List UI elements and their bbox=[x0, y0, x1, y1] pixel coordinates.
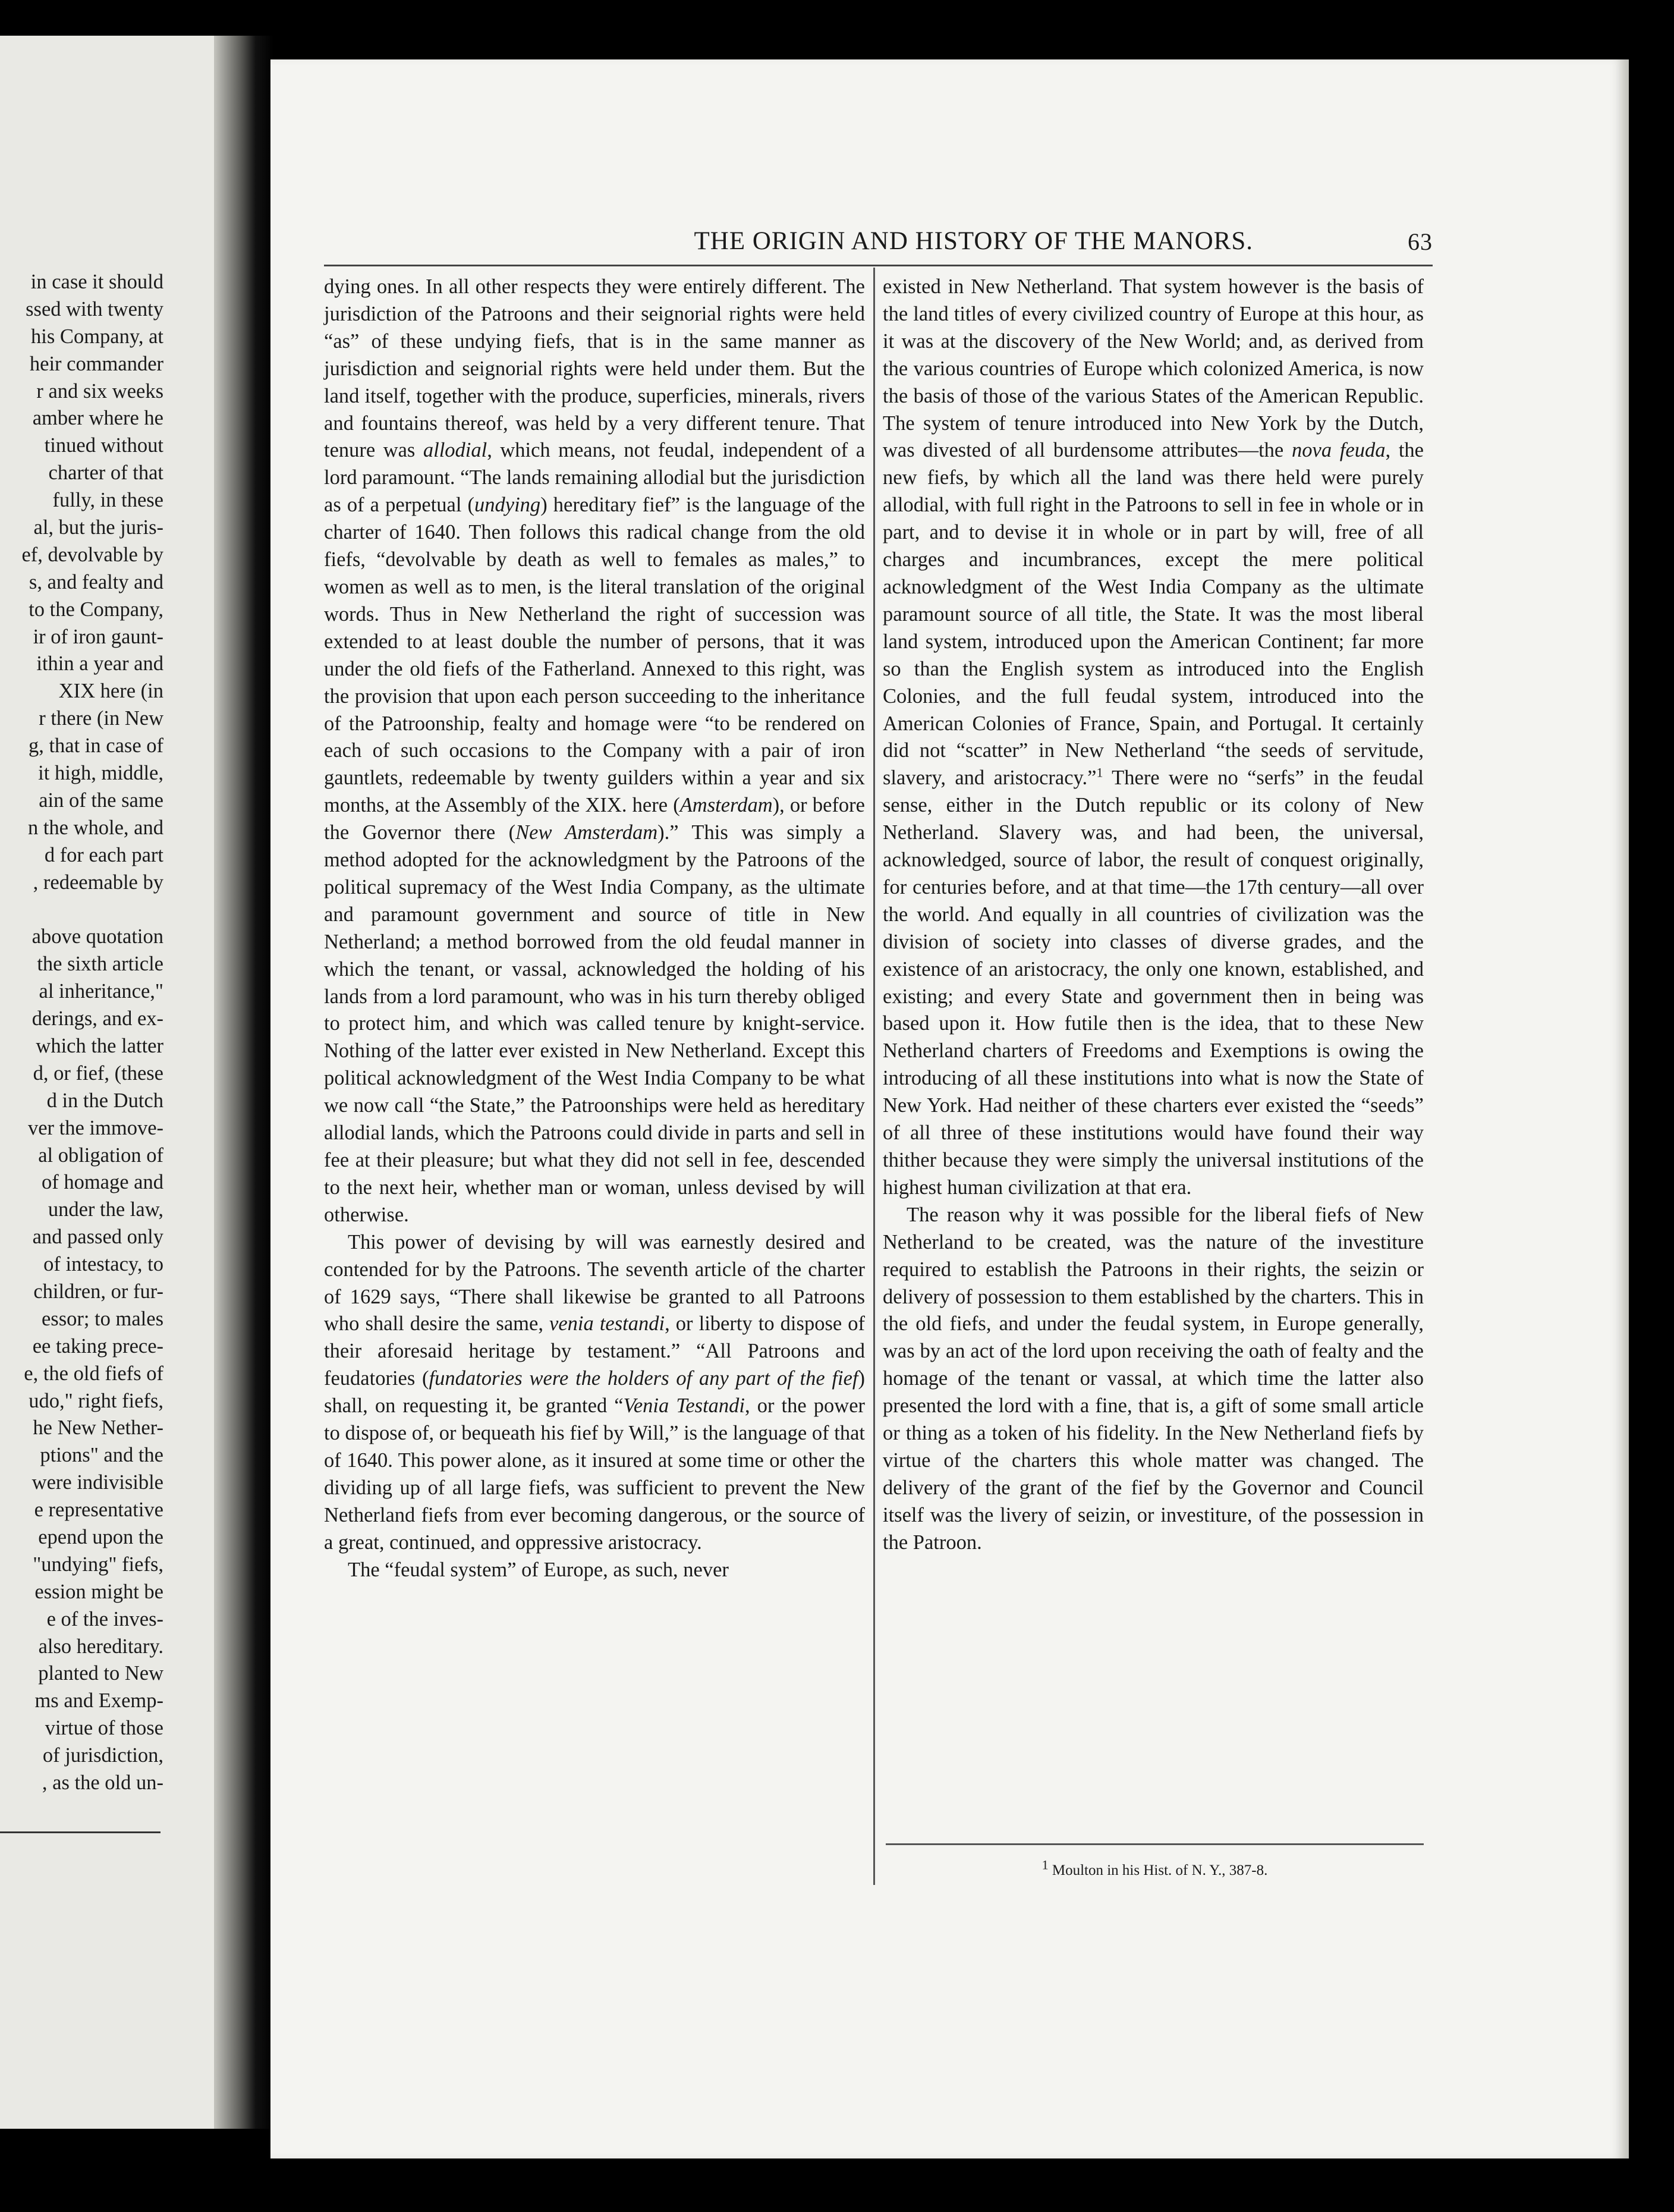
facing-page-line: to the Company, bbox=[29, 598, 163, 621]
facing-page-line: , as the old un- bbox=[42, 1771, 163, 1794]
facing-page-line: r and six weeks bbox=[36, 379, 163, 403]
facing-page-line: of homage and bbox=[41, 1171, 163, 1194]
facing-page-line: amber where he bbox=[32, 407, 163, 430]
header-rule bbox=[324, 265, 1433, 266]
paragraph: This power of devising by will was earnestly desired and contended for by the Patroons. The seventh article of the charter of 1629 says, “There shall likewise be granted to all Patroons who shall desire the same, venia testandi, or liberty to dispose of their aforesaid heritage by testament.” “All Patroons and feudatories (fundatories were the holders of any part of the fief) shall, on requesting it, be granted “Venia Testandi, or the power to dispose of, or bequeath his fief by Will,” is the language of that of 1640. This power alone, as it insured at some time or other the dividing up of all large fiefs, was sufficient to prevent the New Netherland fiefs from ever becoming dangerous, or the source of a great, continued, and oppressive aristocracy. bbox=[324, 1230, 866, 1554]
scan-edge bbox=[1629, 0, 1674, 2212]
paragraph: existed in New Netherland. That system however is the basis of the land titles of every civilized country of Europe at this hour, as it was at the discovery of the New World; and, as derived from the various countries of Europe which colonized America, is now the basis of those of the various States of the American Republic. The system of tenure introduced into New York by the Dutch, was divested of all burdensome attributes—the nova feuda, the new fiefs, by which all the land was there held were purely allodial, with full right in the Patroons to sell in fee in whole or in part, and to devise it in whole or in part by will, free of all charges and incumbrances, except the mere political acknowledgment of the West India Company as the ultimate paramount source of all title, the State. It was the most liberal land system, introduced upon the American Continent; far more so than the English system as introduced into the English Colonies, and the full feudal system, introduced into the American Colonies of France, Spain, and Portugal. It certainly did not “scatter” in New Netherland “the seeds of servitude, slavery, and aristocracy.”$^1$ There were no “serfs” in the feudal sense, either in the Dutch republic or its colony of New Netherland. Slavery was, and had been, the universal, acknowledged, source of labor, the result of conquest originally, for centuries before, and at that time—the 17th century—all over the world. And equally in all countries of civilization was the division of society into classes of diverse grades, and the existence of an aristocracy, the only one known, established, and existing; and every State and government then in being was based upon it. How futile then is the idea, that to these New Netherland charters of Freedoms and Exemptions is owing the introducing of all these institutions into what is now the State of New York. Had neither of these charters ever existed the “seeds” of all three of these institutions would have found their way thither because they were simply the universal institutions of the highest human civilization at that era. bbox=[883, 275, 1424, 1199]
running-header bbox=[559, 220, 1433, 256]
facing-page-line: g, that in case of bbox=[28, 734, 163, 758]
facing-page-line: of intestacy, to bbox=[43, 1253, 163, 1276]
facing-page-line: ver the immove- bbox=[27, 1116, 163, 1139]
facing-page-line: ptions" and the bbox=[40, 1444, 163, 1467]
running-title: THE ORIGIN AND HISTORY OF THE MANORS. bbox=[694, 227, 1253, 255]
paragraph: The “feudal system” of Europe, as such, never bbox=[348, 1558, 729, 1581]
facing-page-line: under the law, bbox=[48, 1198, 163, 1221]
facing-page-line: "undying" fiefs, bbox=[33, 1553, 163, 1576]
column-divider bbox=[873, 268, 875, 1885]
facing-page-line: virtue of those bbox=[45, 1717, 163, 1740]
facing-page-line: ession might be bbox=[34, 1580, 163, 1603]
facing-page-line: derings, and ex- bbox=[32, 1007, 163, 1030]
facing-page-line: ir of iron gaunt- bbox=[33, 625, 163, 648]
facing-page-line: al inheritance," bbox=[39, 980, 163, 1003]
left-column bbox=[324, 274, 865, 1584]
facing-page-line: ssed with twenty bbox=[26, 297, 163, 321]
facing-page-line: ee taking prece- bbox=[32, 1334, 163, 1358]
facing-page-line: e representative bbox=[34, 1498, 163, 1522]
facing-page-line: udo," right fiefs, bbox=[29, 1389, 163, 1412]
facing-page-line: al obligation of bbox=[38, 1143, 163, 1167]
footnote-rule bbox=[886, 1843, 1424, 1845]
page-number: 63 bbox=[1408, 228, 1433, 255]
footnote bbox=[886, 1857, 1424, 1879]
facing-page-line: al, but the juris- bbox=[33, 516, 163, 539]
facing-page-line: e, the old fiefs of bbox=[24, 1362, 163, 1385]
facing-page-line: which the latter bbox=[36, 1034, 163, 1057]
facing-page-line: planted to New bbox=[38, 1662, 163, 1685]
facing-page-line: e of the inves- bbox=[46, 1607, 163, 1630]
facing-page-line: ain of the same bbox=[39, 788, 163, 812]
facing-page-text bbox=[0, 269, 163, 1797]
footnote-mark: 1 bbox=[1041, 1857, 1049, 1872]
paragraph: The reason why it was possible for the liberal fiefs of New Netherland to be created, was the nature of the investiture required to establish the Patroons in their rights, the seizin or delivery of possession to them established by the charters. This in the old fiefs, and under the feudal system, in Europe generally, was by an act of the lord upon receiving the oath of fealty and the homage of the tenant or vassal, at which time the latter also presented the lord with a fine, that is, a gift of some small article or thing as a token of his fidelity. In the New Netherland fiefs by virtue of the charters this whole matter was changed. The delivery of the grant of the fief by the Governor and Council itself was the livery of seizin, or investiture, of the possession in the Patroon. bbox=[883, 1203, 1424, 1554]
facing-page-line bbox=[0, 896, 163, 923]
facing-page-line: of jurisdiction, bbox=[42, 1744, 163, 1767]
facing-page-line: d, or fief, (these bbox=[33, 1061, 163, 1085]
right-column bbox=[883, 274, 1424, 1557]
facing-page-line: above quotation bbox=[32, 925, 163, 948]
facing-page-line: charter of that bbox=[48, 461, 163, 485]
facing-page-line: , redeemable by bbox=[33, 871, 163, 894]
footnote-reference: 1 bbox=[1096, 765, 1103, 780]
facing-page-line: r there (in New bbox=[39, 707, 163, 730]
facing-page-line: XIX here (in bbox=[58, 680, 163, 703]
facing-page-line: d in the Dutch bbox=[46, 1089, 163, 1112]
facing-page-line: children, or fur- bbox=[33, 1280, 163, 1303]
facing-page-line: epend upon the bbox=[38, 1525, 163, 1548]
paragraph: dying ones. In all other respects they were entirely different. The jurisdiction of the Patroons and their seignorial rights were held “as” of these undying fiefs, that is in the same manner as jurisdiction and seignorial rights were held under them. But the land itself, together with the produce, superficies, minerals, rivers and fountains thereof, was held by a very different tenure. That tenure was allodial, which means, not feudal, independent of a lord paramount. “The lands remaining allodial but the jurisdiction as of a perpetual (undying) hereditary fief” is the language of the charter of 1640. Then follows this radical change from the old fiefs, “devolvable by death as well to females as males,” to women as well as to men, is the literal translation of the original words. Thus in New Netherland the right of succession was extended to at least double the number of persons, that it was under the old fiefs of the Fatherland. Annexed to this right, was the provision that upon each person succeeding to the inheritance of the Patroonship, fealty and homage were “to be rendered on each of such occasions to the Company with a pair of iron gauntlets, redeemable by twenty guilders within a year and six months, at the Assembly of the XIX. here (Amsterdam), or before the Governor there (New Amsterdam).” This was simply a method adopted for the acknowledgment by the Patroons of the political supremacy of the West India Company, as the ultimate and paramount government and source of title in New Netherland; a method borrowed from the old feudal manner in which the tenant, or vassal, acknowledged the holding of his lands from a lord paramount, who was in his turn thereby obliged to protect him, and which was called tenure by knight-service. Nothing of the latter ever existed in New Netherland. Except this political acknowledgment of the West India Company to be what we now call “the State,” the Patroonships were held as hereditary allodial lands, which the Patroons could divide in parts and sell in fee at their pleasure; but what they did not sell in fee, descended to the next heir, whether man or woman, unless devised by will otherwise. bbox=[324, 275, 866, 1226]
facing-page-line: heir commander bbox=[29, 352, 163, 375]
facing-page-line: s, and fealty and bbox=[29, 570, 163, 593]
facing-page-line: his Company, at bbox=[31, 325, 163, 348]
facing-page-line: ef, devolvable by bbox=[21, 543, 163, 566]
facing-page-line: ithin a year and bbox=[36, 652, 163, 675]
footnote-text: Moulton in his Hist. of N. Y., 387-8. bbox=[1052, 1862, 1268, 1878]
facing-page-line: it high, middle, bbox=[38, 762, 163, 785]
facing-page-line: essor; to males bbox=[41, 1307, 163, 1330]
facing-page-line: were indivisible bbox=[32, 1471, 163, 1494]
book-binding-shadow bbox=[214, 36, 273, 2129]
facing-page-line: fully, in these bbox=[52, 489, 163, 512]
facing-page-line: also hereditary. bbox=[38, 1635, 163, 1658]
facing-page-line: tinued without bbox=[44, 434, 163, 457]
facing-page-line: ms and Exemp- bbox=[34, 1689, 163, 1713]
facing-page-line: the sixth article bbox=[37, 953, 163, 976]
facing-page-line: d for each part bbox=[44, 843, 163, 866]
facing-page-line: and passed only bbox=[32, 1226, 163, 1249]
facing-page-line: n the whole, and bbox=[27, 816, 163, 839]
facing-page-rule bbox=[0, 1831, 161, 1833]
facing-page-line: he New Nether- bbox=[33, 1416, 163, 1440]
facing-page-line: in case it should bbox=[30, 271, 163, 293]
